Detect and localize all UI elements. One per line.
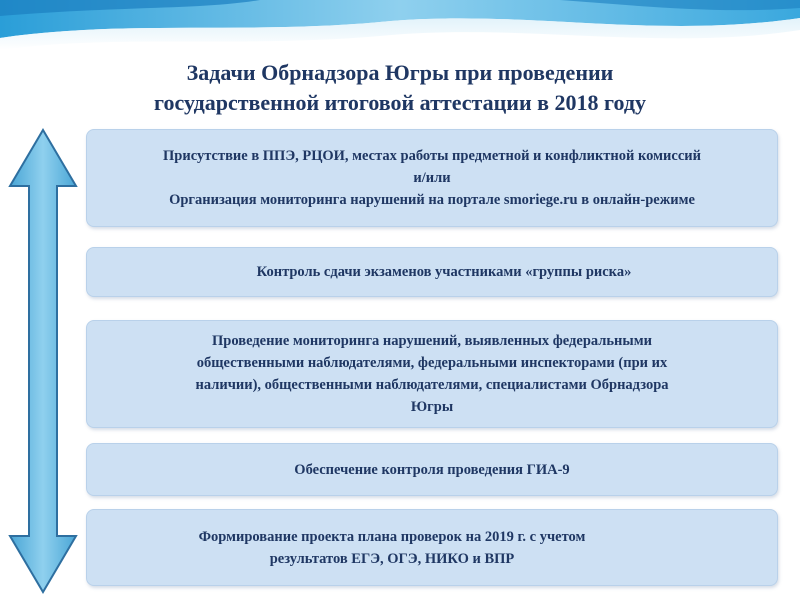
task-box-violations-monitoring (86, 320, 778, 428)
title-line-2: государственной итоговой аттестации в 2018 году (154, 90, 646, 115)
page-title (40, 58, 760, 118)
task-text: Обеспечение контроля проведения ГИА-9 (294, 461, 570, 478)
task-text: Организация мониторинга нарушений на портале smoriege.ru в онлайн-режиме (169, 192, 695, 208)
task-box-inspection-plan (86, 509, 778, 586)
task-text: результатов ЕГЭ, ОГЭ, НИКО и ВПР (269, 550, 515, 567)
task-box-monitoring-presence (86, 129, 778, 227)
task-text: наличии), общественными наблюдателями, специалистами Обрнадзора (195, 377, 669, 393)
task-text: и/или (413, 170, 451, 186)
task-box-gia9-control (86, 443, 778, 496)
task-text: общественными наблюдателями, федеральными инспекторами (при их (196, 355, 668, 371)
task-text: Контроль сдачи экзаменов участниками «группы риска» (256, 264, 632, 280)
task-text-group (199, 526, 586, 570)
task-text: Югры (410, 399, 454, 415)
task-text: Присутствие в ППЭ, РЦОИ, местах работы предметной и конфликтной комиссий (163, 148, 701, 164)
title-line-1: Задачи Обрнадзора Югры при проведении (186, 60, 614, 85)
task-box-risk-group-control (86, 247, 778, 297)
task-text: Формирование проекта плана проверок на 2019 г. с учетом (198, 528, 586, 545)
double-headed-arrow-icon (8, 128, 78, 594)
task-text: Проведение мониторинга нарушений, выявленных федеральными (212, 333, 652, 349)
